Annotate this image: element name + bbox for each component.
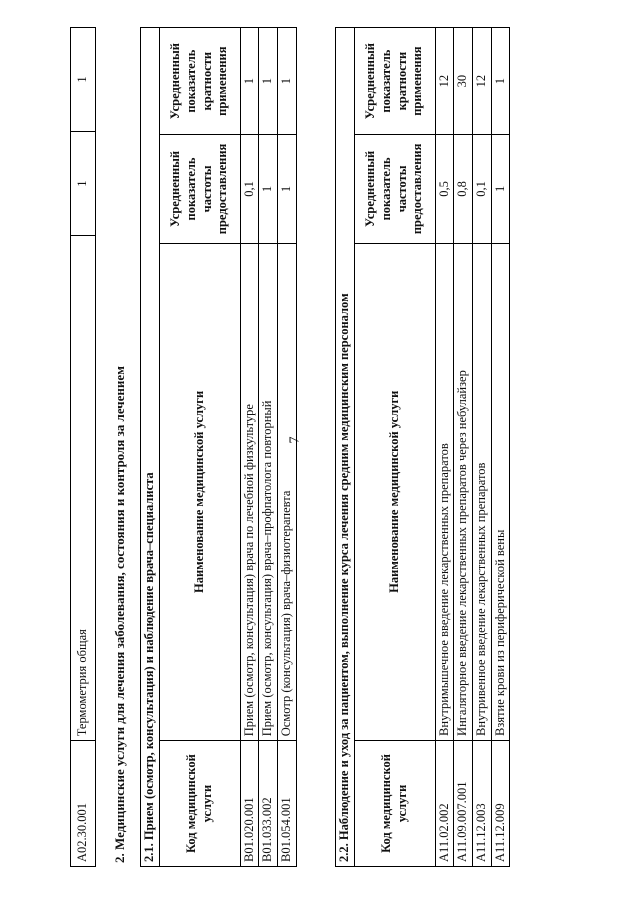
- service-code: A02.30.001: [71, 741, 96, 867]
- table-caption: 2.1. Прием (осмотр, консультация) и наблюдение врача–специалиста: [141, 28, 160, 867]
- frequency-value: 1: [491, 135, 510, 243]
- service-code: A11.09.007.001: [454, 740, 473, 866]
- service-name: Внутривенное введение лекарственных препаратов: [472, 243, 491, 740]
- service-name: Осмотр (консультация) врача–физиотерапевта: [277, 243, 296, 741]
- multiplicity-value: 1: [259, 28, 278, 135]
- service-name: Взятие крови из периферической вены: [491, 243, 510, 740]
- header-code: Код медицинской услуги: [354, 740, 435, 866]
- header-name: Наименование медицинской услуги: [159, 243, 240, 741]
- service-code: A11.12.009: [491, 740, 510, 866]
- header-code: Код медицинской услуги: [159, 741, 240, 867]
- multiplicity-value: 1: [491, 28, 510, 135]
- service-name: Ингаляторное введение лекарственных препаратов через небулайзер: [454, 243, 473, 740]
- table-caption: 2.2. Наблюдение и уход за пациентом, выполнение курса лечения средним медицинским персоналом: [336, 28, 355, 867]
- table-header-row: [354, 28, 435, 867]
- header-multiplicity: Усредненный показатель кратности применения: [159, 28, 240, 135]
- service-code: A11.02.002: [435, 740, 454, 866]
- section-heading: 2. Медицинские услуги для лечения заболевания, состояния и контроля за лечением: [112, 365, 127, 863]
- table-row: [472, 28, 491, 867]
- table-row: [277, 28, 296, 867]
- header-frequency: Усредненный показатель частоты предоставления: [354, 135, 435, 243]
- frequency-value: 1: [277, 135, 296, 243]
- table-specialist-visits: [140, 27, 297, 867]
- page-number: 7: [287, 436, 303, 444]
- multiplicity-value: 1: [71, 28, 96, 132]
- frequency-value: 0,8: [454, 135, 473, 243]
- service-name: Внутримышечное введение лекарственных препаратов: [435, 243, 454, 740]
- table-caption-row: [336, 28, 355, 867]
- frequency-value: 0,1: [472, 135, 491, 243]
- table-nursing-care: [335, 27, 510, 867]
- service-name: Прием (осмотр, консультация) врача–профпатолога повторный: [259, 243, 278, 741]
- table-row: [259, 28, 278, 867]
- frequency-value: 0,1: [240, 135, 259, 243]
- header-frequency: Усредненный показатель частоты предоставления: [159, 135, 240, 243]
- multiplicity-value: 1: [240, 28, 259, 135]
- service-code: A11.12.003: [472, 740, 491, 866]
- service-name: Термометрия общая: [71, 236, 96, 741]
- table-caption-row: [141, 28, 160, 867]
- header-multiplicity: Усредненный показатель кратности применения: [354, 28, 435, 135]
- header-name: Наименование медицинской услуги: [354, 243, 435, 740]
- multiplicity-value: 1: [277, 28, 296, 135]
- table-row: [491, 28, 510, 867]
- top-row-table: [70, 27, 96, 867]
- service-name: Прием (осмотр, консультация) врача по лечебной физкультуре: [240, 243, 259, 741]
- multiplicity-value: 12: [472, 28, 491, 135]
- service-code: B01.054.001: [277, 741, 296, 867]
- frequency-value: 0,5: [435, 135, 454, 243]
- table-row: [435, 28, 454, 867]
- table-header-row: [159, 28, 240, 867]
- multiplicity-value: 30: [454, 28, 473, 135]
- service-code: B01.033.002: [259, 741, 278, 867]
- table-row: [71, 28, 96, 867]
- service-code: B01.020.001: [240, 741, 259, 867]
- multiplicity-value: 12: [435, 28, 454, 135]
- frequency-value: 1: [71, 132, 96, 236]
- frequency-value: 1: [259, 135, 278, 243]
- table-row: [454, 28, 473, 867]
- table-row: [240, 28, 259, 867]
